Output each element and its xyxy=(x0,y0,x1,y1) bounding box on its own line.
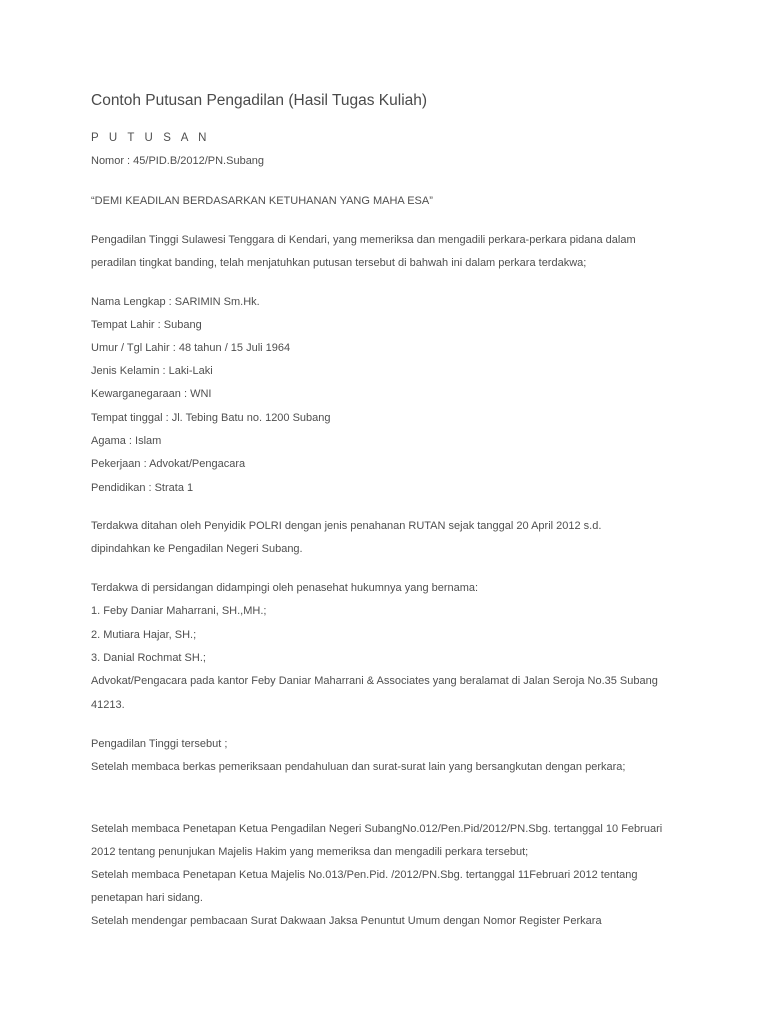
motto: “DEMI KEADILAN BERDASARKAN KETUHANAN YANG MAHA ESA” xyxy=(91,195,433,207)
court-line-1: Pengadilan Tinggi tersebut ; xyxy=(91,738,228,750)
identity-education: Pendidikan : Strata 1 xyxy=(91,482,194,494)
identity-address: Tempat tinggal : Jl. Tebing Batu no. 1200 Subang xyxy=(91,412,331,424)
identity-occupation: Pekerjaan : Advokat/Pengacara xyxy=(91,458,246,470)
document-title: Contoh Putusan Pengadilan (Hasil Tugas Kuliah) xyxy=(91,92,428,109)
consideration-line-4: penetapan hari sidang. xyxy=(91,892,203,904)
identity-gender: Jenis Kelamin : Laki-Laki xyxy=(91,365,213,377)
court-line-2: Setelah membaca berkas pemeriksaan pendahuluan dan surat-surat lain yang bersangkutan dengan perkara; xyxy=(91,761,626,773)
consideration-line-1: Setelah membaca Penetapan Ketua Pengadilan Negeri SubangNo.012/Pen.Pid/2012/PN.Sbg. tertanggal 10 Februari xyxy=(91,823,663,835)
detention-line-1: Terdakwa ditahan oleh Penyidik POLRI dengan jenis penahanan RUTAN sejak tanggal 20 April 2012 s.d. xyxy=(91,520,602,532)
counsel-item-1: 1. Feby Daniar Maharrani, SH.,MH.; xyxy=(91,605,267,617)
case-number: Nomor : 45/PID.B/2012/PN.Subang xyxy=(91,155,265,167)
consideration-line-2: 2012 tentang penunjukan Majelis Hakim yang memeriksa dan mengadili perkara tersebut; xyxy=(91,846,529,858)
identity-name: Nama Lengkap : SARIMIN Sm.Hk. xyxy=(91,296,260,308)
consideration-line-5: Setelah mendengar pembacaan Surat Dakwaan Jaksa Penuntut Umum dengan Nomor Register Perkara xyxy=(91,915,602,927)
counsel-item-2: 2. Mutiara Hajar, SH.; xyxy=(91,629,197,641)
detention-line-2: dipindahkan ke Pengadilan Negeri Subang. xyxy=(91,543,303,555)
identity-religion: Agama : Islam xyxy=(91,435,162,447)
identity-birthplace: Tempat Lahir : Subang xyxy=(91,319,202,331)
counsel-item-3: 3. Danial Rochmat SH.; xyxy=(91,652,206,664)
intro-line-1: Pengadilan Tinggi Sulawesi Tenggara di Kendari, yang memeriksa dan mengadili perkara-perkara pidana dalam xyxy=(91,234,636,246)
counsel-office-line-1: Advokat/Pengacara pada kantor Feby Daniar Maharrani & Associates yang beralamat di Jalan Seroja No.35 Subang xyxy=(91,675,658,687)
intro-line-2: peradilan tingkat banding, telah menjatuhkan putusan tersebut di bahwah ini dalam perkara terdakwa; xyxy=(91,257,587,269)
identity-age: Umur / Tgl Lahir : 48 tahun / 15 Juli 1964 xyxy=(91,342,291,354)
verdict-heading: P U T U S A N xyxy=(91,132,211,144)
counsel-office-line-2: 41213. xyxy=(91,699,125,711)
counsel-intro: Terdakwa di persidangan didampingi oleh penasehat hukumnya yang bernama: xyxy=(91,582,479,594)
identity-nationality: Kewarganegaraan : WNI xyxy=(91,388,212,400)
consideration-line-3: Setelah membaca Penetapan Ketua Majelis No.013/Pen.Pid. /2012/PN.Sbg. tertanggal 11Februari 2012 tentang xyxy=(91,869,638,881)
